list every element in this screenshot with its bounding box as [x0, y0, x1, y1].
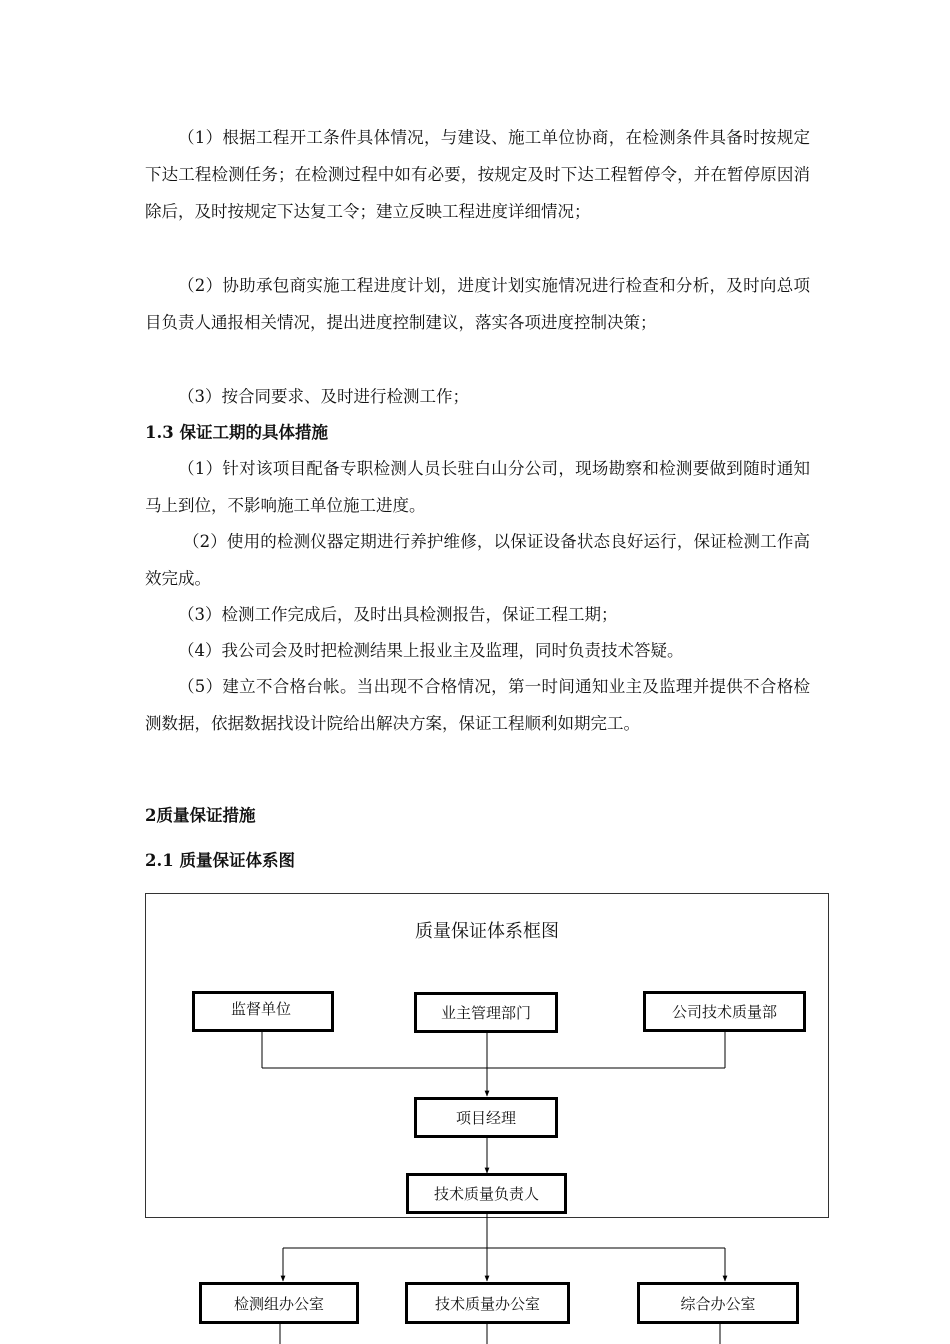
- section-heading: 2.1 质量保证体系图: [145, 851, 295, 870]
- node-project-manager: 项目经理: [414, 1097, 558, 1138]
- paragraph: （1）根据工程开工条件具体情况，与建设、施工单位协商，在检测条件具备时按规定下达工程检测任务；在检测过程中如有必要，按规定及时下达工程暂停令，并在暂停原因消除后，及时按规定下达复工令；建立反映工程进度详细情况；: [145, 128, 810, 221]
- paragraph: （4）我公司会及时把检测结果上报业主及监理，同时负责技术答疑。: [178, 641, 684, 660]
- node-company-tech-quality: 公司技术质量部: [643, 991, 806, 1032]
- section-heading: 2质量保证措施: [145, 806, 256, 825]
- node-owner-management: 业主管理部门: [414, 992, 558, 1033]
- node-tech-quality-lead: 技术质量负责人: [406, 1173, 567, 1214]
- paragraph: （2）协助承包商实施工程进度计划，进度计划实施情况进行检查和分析，及时向总项目负责人通报相关情况，提出进度控制建议，落实各项进度控制决策；: [145, 276, 810, 332]
- paragraph: （3）按合同要求、及时进行检测工作；: [178, 387, 469, 406]
- paragraph: （5）建立不合格台帐。当出现不合格情况，第一时间通知业主及监理并提供不合格检测数据，依据数据找设计院给出解决方案，保证工程顺利如期完工。: [145, 677, 810, 733]
- paragraph: （1）针对该项目配备专职检测人员长驻白山分公司，现场勘察和检测要做到随时通知马上到位，不影响施工单位施工进度。: [145, 459, 810, 515]
- paragraph: （3）检测工作完成后，及时出具检测报告，保证工程工期；: [178, 605, 618, 624]
- diagram-title: 质量保证体系框图: [415, 921, 559, 942]
- node-testing-office: 检测组办公室: [199, 1282, 359, 1324]
- section-heading: 1.3 保证工期的具体措施: [145, 423, 328, 442]
- paragraph: （2）使用的检测仪器定期进行养护维修，以保证设备状态良好运行，保证检测工作高效完成。: [145, 532, 810, 588]
- node-general-office: 综合办公室: [637, 1282, 799, 1324]
- node-tech-quality-office: 技术质量办公室: [405, 1282, 570, 1324]
- node-supervision: 监督单位: [192, 991, 334, 1032]
